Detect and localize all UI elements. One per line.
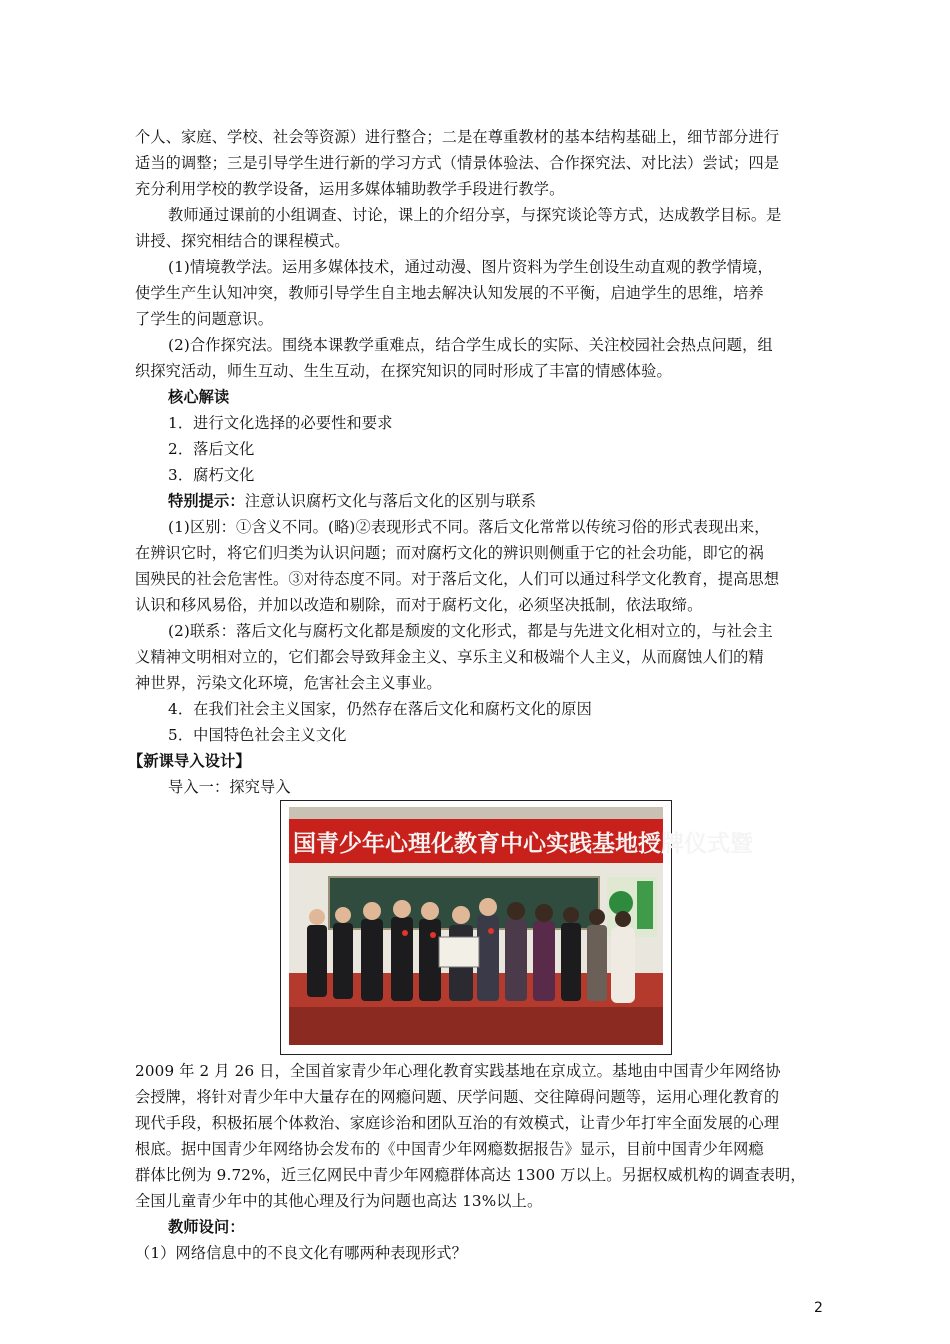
paragraph-line: 讲授、探究相结合的课程模式。: [135, 232, 350, 250]
core-item: 5．中国特色社会主义文化: [168, 726, 347, 744]
paragraph-line: 适当的调整；三是引导学生进行新的学习方式（情景体验法、合作探究法、对比法）尝试；四是: [135, 154, 780, 172]
news-line: 现代手段，积极拓展个体救治、家庭诊治和团队互治的有效模式，让青少年打牢全面发展的心理: [135, 1114, 780, 1132]
teacher-question-heading: 教师设问：: [168, 1218, 245, 1236]
core-item: 2．落后文化: [168, 440, 255, 458]
news-line: 群体比例为 9.72%，近三亿网民中青少年网瘾群体高达 1300 万以上。另据权威机构的调查表明，: [135, 1166, 806, 1184]
difference-line: (1)区别：①含义不同。(略)②表现形式不同。落后文化常常以传统习俗的形式表现出来，: [168, 518, 770, 536]
link-line: (2)联系：落后文化与腐朽文化都是颓废的文化形式，都是与先进文化相对立的，与社会主: [168, 622, 773, 640]
core-item: 3．腐朽文化: [168, 466, 255, 484]
paragraph-line: (1)情境教学法。运用多媒体技术，通过动漫、图片资料为学生创设生动直观的教学情境，: [168, 258, 773, 276]
core-heading: 核心解读: [168, 388, 230, 406]
difference-line: 在辨识它时，将它们归类为认识问题；而对腐朽文化的辨识则侧重于它的社会功能，即它的祸: [135, 544, 764, 562]
paragraph-line: 充分利用学校的教学设备，运用多媒体辅助教学手段进行教学。: [135, 180, 565, 198]
tip-text: 注意认识腐朽文化与落后文化的区别与联系: [244, 492, 537, 510]
paragraph-line: 织探究活动，师生互动、生生互动，在探究知识的同时形成了丰富的情感体验。: [135, 362, 672, 380]
paragraph-line: 使学生产生认知冲突，教师引导学生自主地去解决认知发展的不平衡，启迪学生的思维，培养: [135, 284, 764, 302]
page-number: 2: [814, 1300, 823, 1316]
link-line: 神世界，污染文化环境，危害社会主义事业。: [135, 674, 442, 692]
news-line: 2009 年 2 月 26 日，全国首家青少年心理化教育实践基地在京成立。基地由中国青少年网络协: [135, 1062, 781, 1080]
paragraph-line: 了学生的问题意识。: [135, 310, 274, 328]
link-line: 义精神文明相对立的，它们都会导致拜金主义、享乐主义和极端个人主义，从而腐蚀人们的精: [135, 648, 764, 666]
news-line: 根底。据中国青少年网络协会发布的《中国青少年网瘾数据报告》显示，目前中国青少年网瘾: [135, 1140, 764, 1158]
ceremony-photo: [289, 807, 753, 1045]
news-line: 会授牌，将针对青少年中大量存在的网瘾问题、厌学问题、交往障碍问题等，运用心理化教育的: [135, 1088, 780, 1106]
core-item: 1．进行文化选择的必要性和要求: [168, 414, 393, 432]
section-heading: 【新课导入设计】: [128, 752, 251, 770]
paragraph-line: (2)合作探究法。围绕本课教学重难点，结合学生成长的实际、关注校园社会热点问题，组: [168, 336, 773, 354]
question-item: （1）网络信息中的不良文化有哪两种表现形式？: [135, 1244, 467, 1262]
paragraph-line: 教师通过课前的小组调查、讨论，课上的介绍分享，与探究谈论等方式，达成教学目标。是: [168, 206, 782, 224]
difference-line: 认识和移风易俗，并加以改造和剔除，而对于腐朽文化，必须坚决抵制，依法取缔。: [135, 596, 703, 614]
difference-line: 国殃民的社会危害性。③对待态度不同。对于落后文化，人们可以通过科学文化教育，提高思想: [135, 570, 780, 588]
paragraph-line: 个人、家庭、学校、社会等资源）进行整合；二是在尊重教材的基本结构基础上，细节部分进行: [135, 128, 780, 146]
intro-subheading: 导入一：探究导入: [168, 778, 291, 796]
ceremony-photo-frame: [280, 800, 753, 1055]
banner-text: 国青少年心理化教育中心实践基地授牌仪式暨: [293, 831, 753, 857]
special-tip: [168, 488, 858, 514]
tip-label: 特别提示：: [168, 492, 245, 510]
core-item: 4．在我们社会主义国家，仍然存在落后文化和腐朽文化的原因: [168, 700, 592, 718]
news-line: 全国儿童青少年中的其他心理及行为问题也高达 13%以上。: [135, 1192, 543, 1210]
